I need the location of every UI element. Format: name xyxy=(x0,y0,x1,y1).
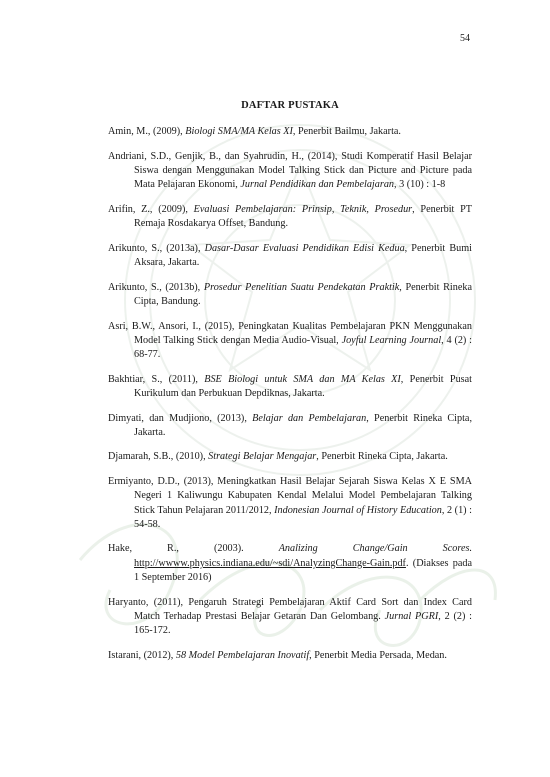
reference-entry xyxy=(108,203,472,231)
reference-entry xyxy=(108,450,472,464)
reference-text: , 2 (1) : 54-58. xyxy=(134,504,472,530)
reference-text: Bakhtiar, S., (2011), xyxy=(108,373,205,385)
reference-title: Belajar dan Pembelajaran xyxy=(252,412,367,424)
reference-text: , 4 (2) : 68-77. xyxy=(134,334,472,360)
reference-entry xyxy=(108,649,472,663)
reference-text: Ermiyanto, D.D., (2013), Meningkatkan Hasil Belajar Sejarah Siswa Kelas X E SMA Negeri 1 Kaliwungu Kabupaten Kendal Melalui Model Pembelajaran Talking Stick Tahun Pelajaran 2011/2012, xyxy=(108,476,472,516)
reference-title: Indonesian Journal of History Education xyxy=(274,504,442,516)
reference-text: , Penerbit PT Remaja Rosdakarya Offset, Bandung. xyxy=(134,203,472,230)
reference-text: . (Diakses pada 1 September 2016) xyxy=(134,557,472,583)
reference-text: , Penerbit Rineka Cipta, Jakarta. xyxy=(316,451,448,463)
reference-text: , Penerbit Media Persada, Medan. xyxy=(309,649,447,661)
reference-text: Penerbit Pusat Kurikulum dan Perbukuan Depdiknas, Jakarta. xyxy=(134,373,473,399)
reference-text: Dimyati, dan Mudjiono, (2013), xyxy=(108,412,253,424)
reference-entry xyxy=(108,373,472,401)
reference-link[interactable]: http://wwww.physics.indiana.edu/~sdi/AnalyzingChange-Gain.pdf xyxy=(134,557,406,569)
reference-text: Andriani, S.D., Genjik, B., dan Syahrudin, H., (2014), Studi Komperatif Hasil Belajar Siswa dengan Menggunakan Model Talking Stick dan Picture and Picture pada Mata Pelajaran Ekonomi, xyxy=(108,150,472,191)
reference-title: Evaluasi Pembelajaran: Prinsip, Teknik, Prosedur xyxy=(193,203,413,215)
reference-title: Analizing Change/Gain Scores. xyxy=(278,543,472,555)
reference-title: Dasar-Dasar Evaluasi Pendidikan Edisi Kedua xyxy=(204,242,405,254)
reference-title: 58 Model Pembelajaran Inovatif xyxy=(175,649,310,661)
reference-text: Arifin, Z., (2009), xyxy=(108,203,194,215)
reference-text: Arikunto, S., (2013b), xyxy=(108,281,204,293)
reference-list xyxy=(108,125,472,673)
references-heading: DAFTAR PUSTAKA xyxy=(241,100,339,111)
reference-text: , Penerbit Rineka Cipta, Jakarta. xyxy=(134,412,472,438)
page-number: 54 xyxy=(460,33,470,44)
reference-entry xyxy=(108,150,472,193)
reference-title: Joyful Learning Journal xyxy=(341,334,442,346)
reference-entry xyxy=(108,242,472,270)
reference-entry xyxy=(108,320,472,363)
reference-text: Djamarah, S.B., (2010), xyxy=(108,451,209,463)
reference-title: Biologi SMA/MA Kelas XI xyxy=(185,126,293,137)
reference-entry xyxy=(108,412,472,440)
reference-text: , Penerbit Rineka Cipta, Bandung. xyxy=(134,281,472,307)
reference-entry xyxy=(108,542,472,585)
reference-title: Prosedur Penelitian Suatu Pendekatan Praktik xyxy=(203,281,400,293)
reference-entry xyxy=(108,281,472,309)
reference-entry xyxy=(108,125,472,139)
reference-text: Hake, R., (2003). xyxy=(108,543,279,555)
reference-title: Strategi Belajar Mengajar xyxy=(208,451,317,463)
reference-text: Amin, M., (2009), xyxy=(108,126,186,137)
reference-text: , 2 (2) : 165-172. xyxy=(134,610,472,636)
reference-title: BSE Biologi untuk SMA dan MA Kelas XI, xyxy=(204,373,404,385)
reference-text: Haryanto, (2011), Pengaruh Strategi Pembelajaran Aktif Card Sort dan Index Card Match Terhadap Prestasi Belajar Getaran Dan Gelombang. xyxy=(108,596,472,622)
reference-text: , Penerbit Bailmu, Jakarta. xyxy=(292,126,401,137)
reference-text: Istarani, (2012), xyxy=(108,649,176,661)
reference-title: Jurnal PGRI xyxy=(384,610,439,622)
reference-title: Jurnal Pendidikan dan Pembelajaran xyxy=(240,179,395,191)
reference-text: Asri, B.W., Ansori, I., (2015), Peningkatan Kualitas Pembelajaran PKN Menggunakan Model Talking Stick dengan Media Audio-Visual, xyxy=(108,320,472,346)
reference-text: , Penerbit Bumi Aksara, Jakarta. xyxy=(134,242,472,268)
reference-text: Arikunto, S., (2013a), xyxy=(108,242,205,254)
reference-entry xyxy=(108,475,472,532)
reference-entry xyxy=(108,596,472,639)
reference-text: , 3 (10) : 1-8 xyxy=(394,179,446,191)
